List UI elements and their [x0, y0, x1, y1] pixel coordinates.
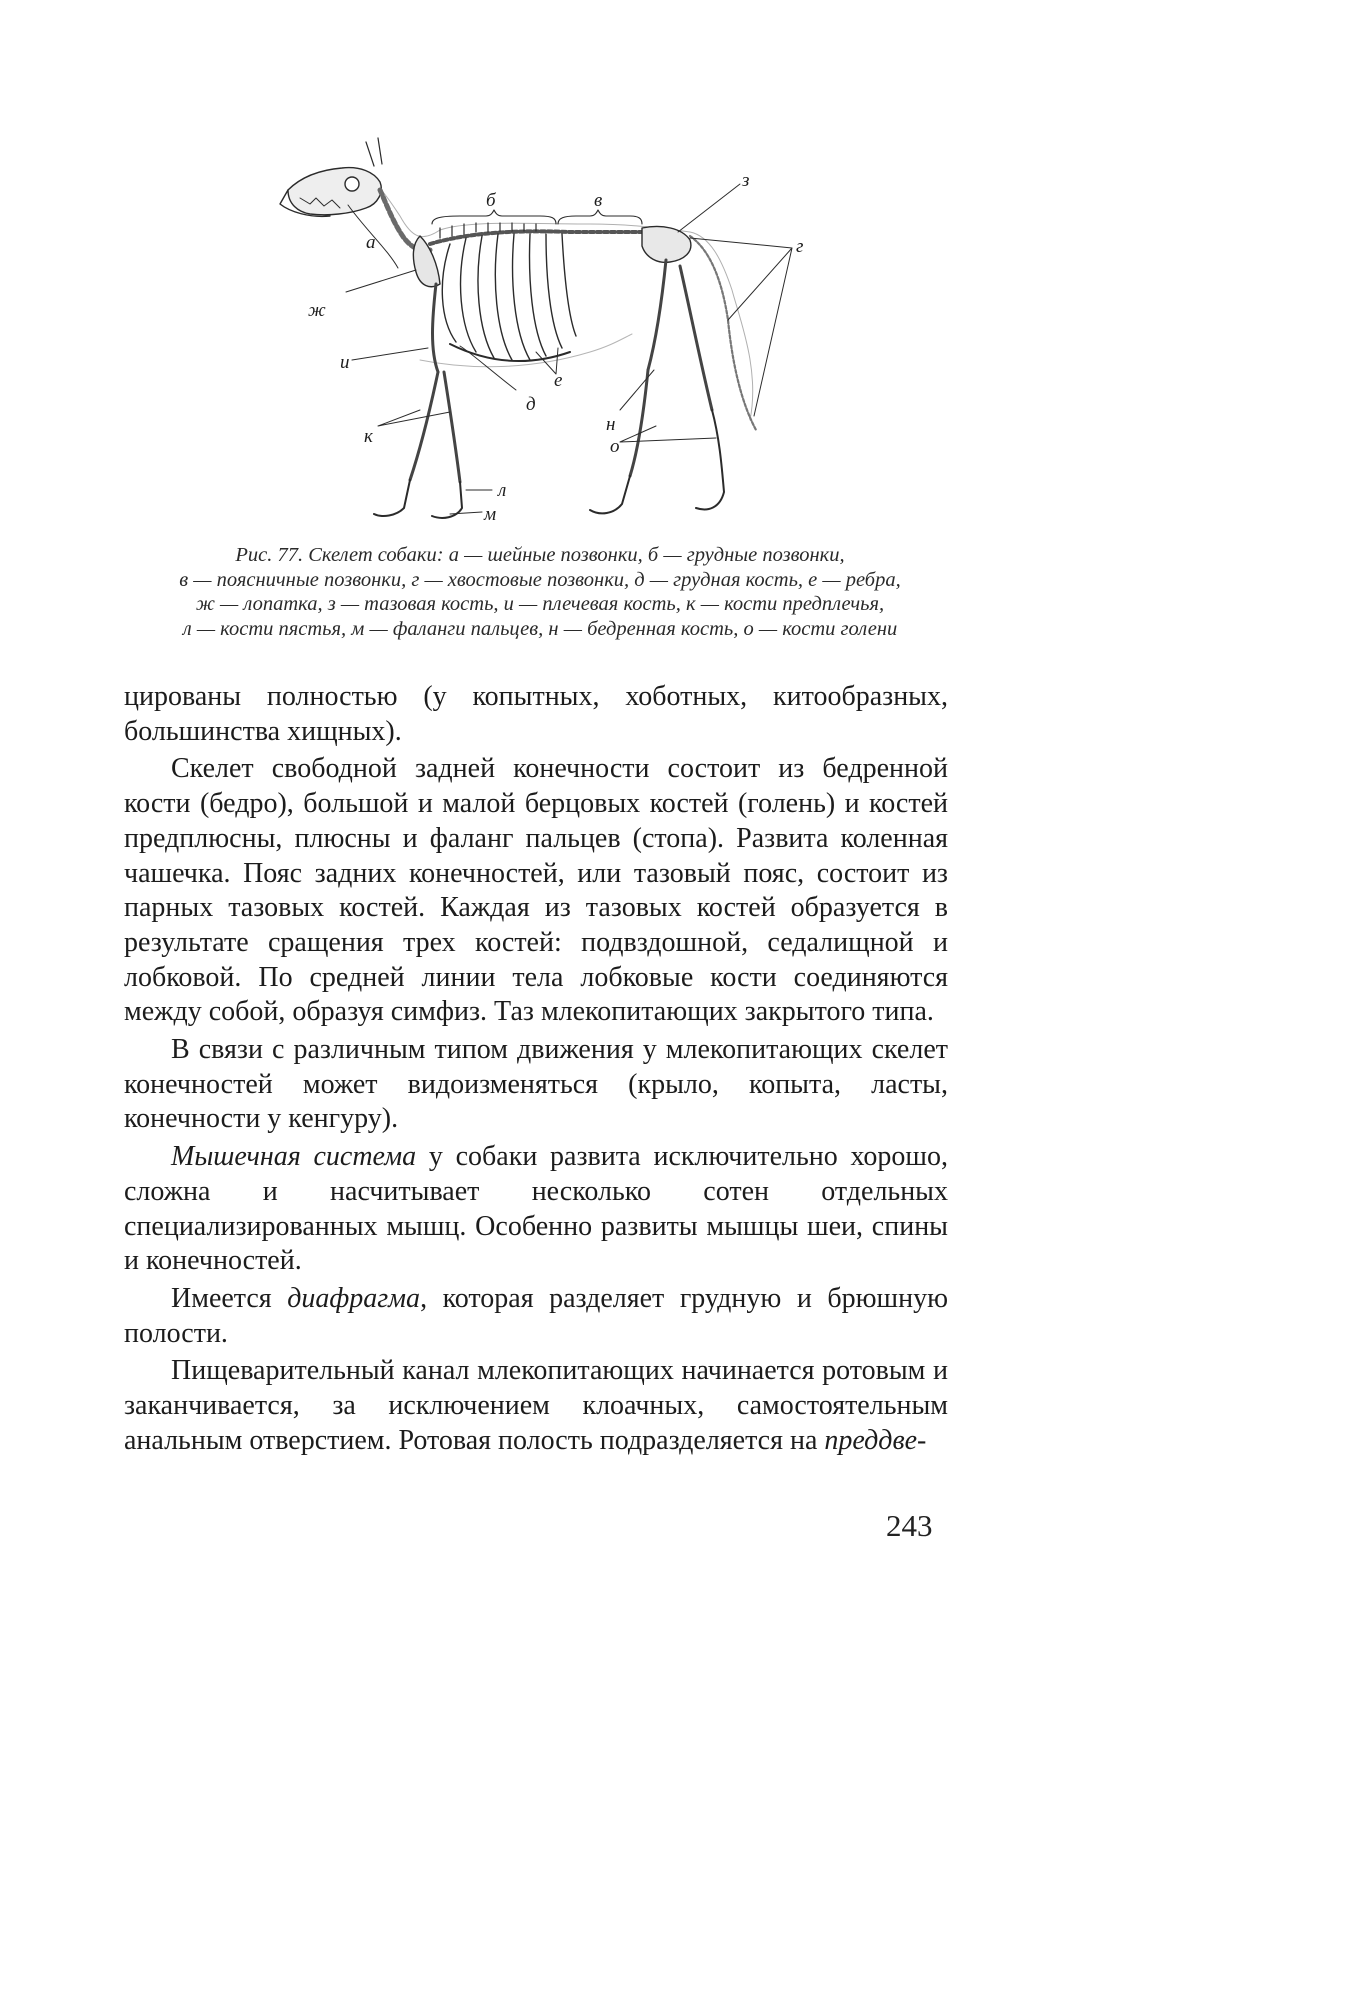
- term-vestibule: преддве-: [824, 1424, 927, 1456]
- paragraph-text: у собаки развита исключительно хорошо, сложна и насчитывает несколько сотен отдельных специализированных мышц. Особенно развиты мышцы шеи, спины и конечностей.: [124, 1141, 948, 1277]
- label-d: д: [526, 394, 536, 415]
- label-i: и: [340, 352, 350, 373]
- paragraph-muscular-system: [124, 1140, 948, 1279]
- label-b: б: [486, 190, 496, 211]
- paragraph-text: Пищеварительный канал млекопитающих начинается ротовым и заканчивается, за исключением клоачных, самостоятельным анальным отверстием. Ротовая полость подразделяется на: [124, 1355, 948, 1456]
- dog-skeleton-illustration: [270, 120, 830, 540]
- label-e: е: [554, 370, 563, 391]
- label-z: з: [742, 170, 750, 191]
- paragraph-text: , которая разделяет грудную и брюшную полости.: [124, 1282, 948, 1349]
- paragraph-limb-modification: В связи с различным типом движения у млекопитающих скелет конечностей может видоизменяться (крыло, копыта, ласты, конечности у кенгуру).: [124, 1034, 948, 1135]
- caption-line: в — поясничные позвонки, г — хвостовые позвонки, д — грудная кость, е — ребра,: [179, 568, 901, 591]
- label-g: г: [796, 236, 804, 257]
- body-text: [124, 680, 948, 1458]
- label-zh: ж: [308, 300, 326, 321]
- dog-skeleton-figure: [270, 120, 830, 540]
- term-diaphragm: диафрагма: [287, 1282, 421, 1314]
- caption-line: Рис. 77. Скелет собаки: а — шейные позвонки, б — грудные позвонки,: [235, 544, 845, 566]
- caption-line: л — кости пястья, м — фаланги пальцев, н — бедренная кость, о — кости голени: [182, 617, 898, 640]
- label-o: о: [610, 436, 620, 457]
- label-a: а: [366, 232, 376, 253]
- paragraph-digestive: [124, 1354, 948, 1458]
- caption-line: ж — лопатка, з — тазовая кость, и — плечевая кость, к — кости предплечья,: [195, 593, 885, 615]
- label-k: к: [364, 426, 373, 447]
- paragraph-continuation: цированы полностью (у копытных, хоботных, китообразных, большинства хищных).: [124, 681, 948, 747]
- term-muscular-system: Мышечная система: [171, 1141, 417, 1173]
- label-v: в: [594, 190, 603, 211]
- paragraph-hind-limb: Скелет свободной задней конечности состоит из бедренной кости (бедро), большой и малой берцовых костей (голень) и костей предплюсны, плюсны и фаланг пальцев (стопа). Развита коленная чашечка. Пояс задних конечностей, или тазовый пояс, состоит из парных тазовых костей. Каждая из тазовых костей образуется в результате сращения трех костей: подвздошной, седалищной и лобковой. По средней линии тела лобковые кости соединяются между собой, образуя симфиз. Таз млекопитающих закрытого типа.: [124, 753, 948, 1028]
- label-l: л: [498, 480, 507, 501]
- page-number: 243: [886, 1508, 933, 1543]
- paragraph-text: Имеется: [171, 1282, 288, 1314]
- figure-caption: [110, 543, 970, 641]
- label-n: н: [606, 414, 616, 435]
- label-m: м: [484, 504, 497, 525]
- paragraph-diaphragm: [124, 1282, 948, 1351]
